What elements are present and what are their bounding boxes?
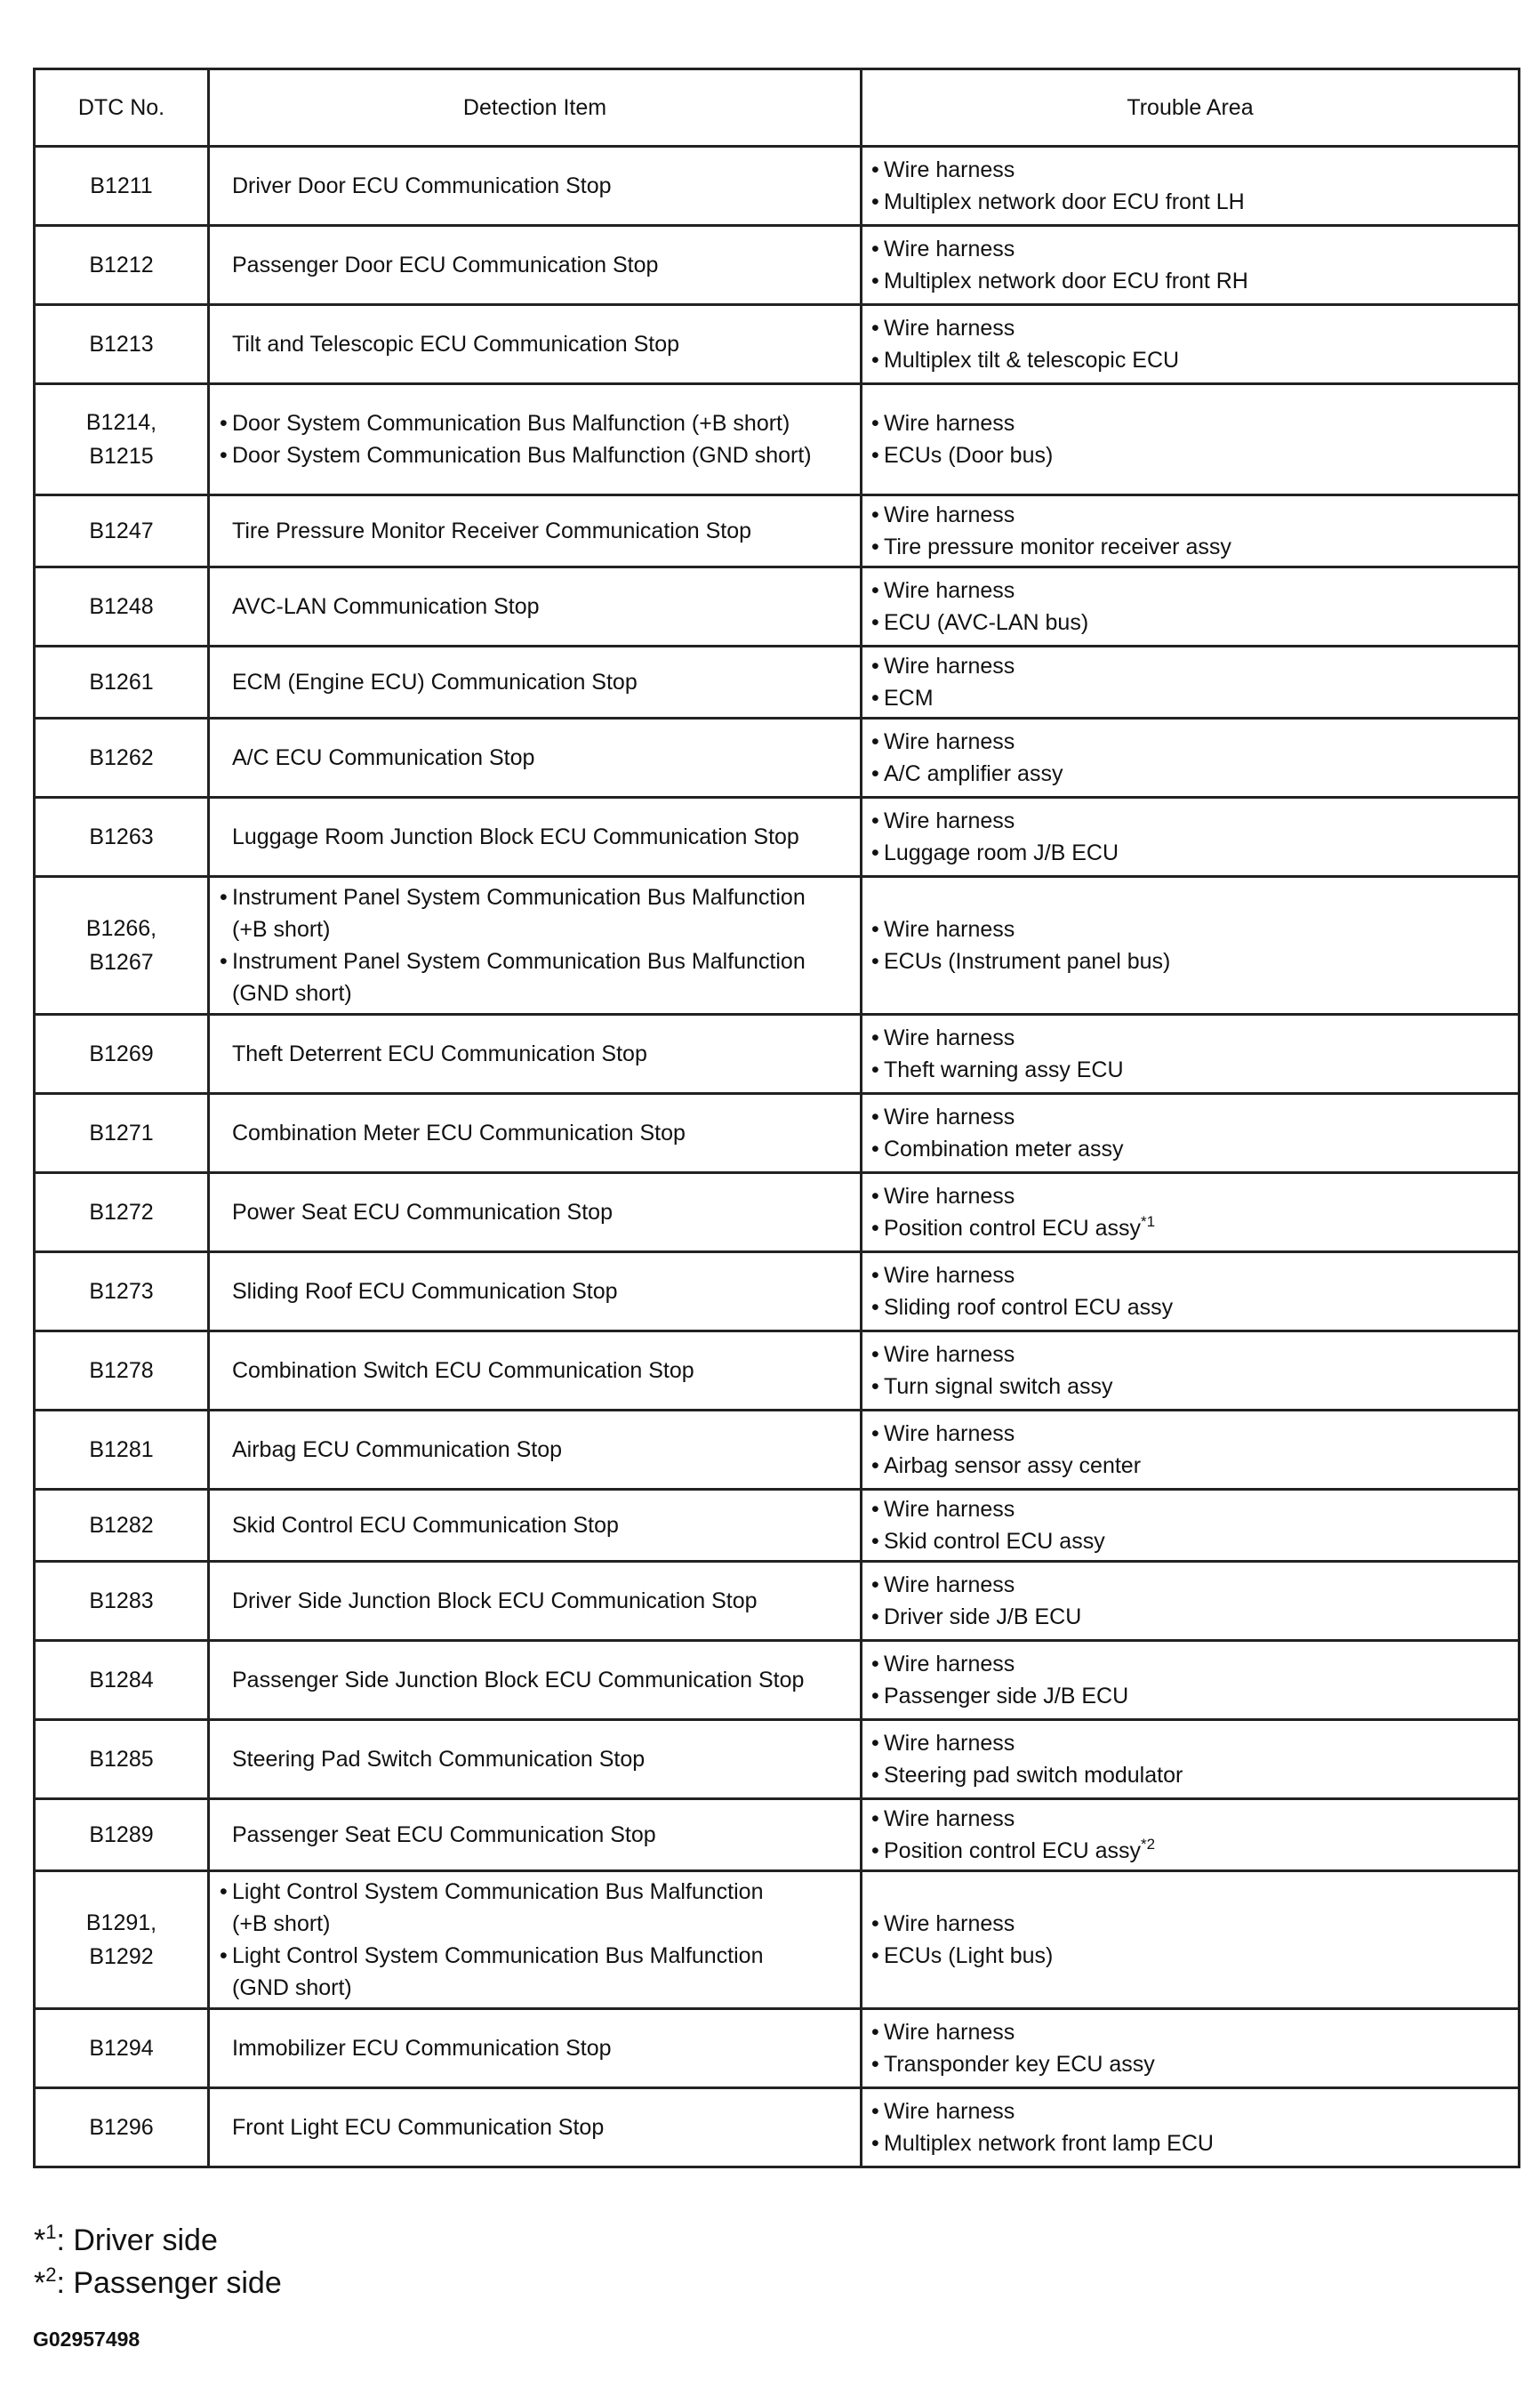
table-row [35, 2009, 1520, 2088]
trouble-text: Multiplex tilt & telescopic ECU [884, 348, 1180, 373]
trouble-text: ECUs (Instrument panel bus) [884, 949, 1171, 974]
table-row [35, 2088, 1520, 2167]
detection-cell [209, 1871, 862, 2009]
detection-line: Skid Control ECU Communication Stop [232, 1513, 619, 1538]
trouble-cell [862, 226, 1520, 305]
figure-id: G02957498 [33, 2328, 140, 2351]
detection-line: Immobilizer ECU Communication Stop [232, 2036, 612, 2061]
trouble-item [871, 805, 1518, 837]
trouble-item [871, 154, 1518, 186]
dtc-cell [35, 305, 209, 384]
detection-line: (GND short) [232, 1975, 352, 2000]
trouble-text: Wire harness [884, 1105, 1015, 1130]
trouble-cell [862, 1252, 1520, 1331]
trouble-item [871, 1569, 1518, 1601]
dtc-code: B1266, [85, 916, 157, 941]
detection-line: AVC-LAN Communication Stop [232, 594, 540, 619]
trouble-cell [862, 305, 1520, 384]
trouble-item [871, 1101, 1518, 1133]
detection-line: Driver Side Junction Block ECU Communication Stop [232, 1588, 758, 1613]
trouble-item [871, 682, 1518, 714]
trouble-cell [862, 567, 1520, 647]
trouble-text: Passenger side J/B ECU [884, 1684, 1129, 1709]
trouble-cell [862, 1173, 1520, 1252]
trouble-text: Wire harness [884, 578, 1015, 603]
trouble-item [871, 531, 1518, 563]
dtc-code: B1262 [89, 745, 154, 770]
footnote-ref: *1 [1141, 1212, 1156, 1230]
detection-cell [209, 567, 862, 647]
trouble-text: Transponder key ECU assy [884, 2052, 1155, 2077]
dtc-code: B1282 [89, 1513, 154, 1538]
trouble-text: Skid control ECU assy [884, 1529, 1105, 1554]
dtc-code: B1294 [89, 2036, 154, 2061]
trouble-item [871, 1180, 1518, 1212]
trouble-item [871, 607, 1518, 639]
trouble-item [871, 1418, 1518, 1450]
trouble-cell [862, 1094, 1520, 1173]
detection-cell [209, 2009, 862, 2088]
table-row [35, 384, 1520, 495]
table-row [35, 1720, 1520, 1799]
dtc-code: B1296 [89, 2115, 154, 2140]
trouble-text: Wire harness [884, 2099, 1015, 2124]
trouble-item [871, 407, 1518, 439]
dtc-code: B1247 [89, 519, 154, 543]
trouble-item [871, 233, 1518, 265]
dtc-code: B1263 [89, 824, 154, 849]
detection-cell [209, 1015, 862, 1094]
detection-line: Airbag ECU Communication Stop [232, 1437, 562, 1462]
trouble-text: Position control ECU assy [884, 1216, 1142, 1241]
trouble-text: Wire harness [884, 1184, 1015, 1209]
dtc-cell [35, 719, 209, 798]
table-row [35, 877, 1520, 1015]
trouble-text: Sliding roof control ECU assy [884, 1295, 1174, 1320]
dtc-code: B1211 [90, 173, 153, 198]
trouble-text: Wire harness [884, 1911, 1015, 1936]
detection-cell [209, 2088, 862, 2167]
detection-line: Tilt and Telescopic ECU Communication Stop [232, 332, 680, 357]
detection-line: Sliding Roof ECU Communication Stop [232, 1279, 618, 1304]
detection-line: Theft Deterrent ECU Communication Stop [232, 1041, 647, 1066]
dtc-cell [35, 1871, 209, 2009]
trouble-text: Wire harness [884, 1731, 1015, 1756]
trouble-item [871, 1259, 1518, 1291]
dtc-code: B1267 [89, 950, 154, 975]
dtc-cell [35, 495, 209, 567]
detection-line: A/C ECU Communication Stop [232, 745, 535, 770]
detection-cell [209, 1490, 862, 1562]
table-row [35, 1252, 1520, 1331]
trouble-text: Wire harness [884, 237, 1015, 261]
detection-line: Passenger Seat ECU Communication Stop [232, 1822, 656, 1847]
trouble-item [871, 1212, 1518, 1244]
trouble-item [871, 837, 1518, 869]
footnote-mark: * [34, 2223, 46, 2257]
trouble-item [871, 1601, 1518, 1633]
table-body [35, 147, 1520, 2167]
table-row [35, 495, 1520, 567]
trouble-item [871, 344, 1518, 376]
dtc-cell [35, 798, 209, 877]
trouble-item [871, 726, 1518, 758]
trouble-item [871, 499, 1518, 531]
dtc-cell [35, 647, 209, 719]
trouble-cell [862, 647, 1520, 719]
dtc-code: B1213 [89, 332, 154, 357]
table-row [35, 1094, 1520, 1173]
detection-cell [209, 1562, 862, 1641]
trouble-item [871, 1022, 1518, 1054]
trouble-cell [862, 1641, 1520, 1720]
trouble-text: ECUs (Light bus) [884, 1943, 1054, 1968]
detection-line: Steering Pad Switch Communication Stop [232, 1747, 646, 1772]
trouble-item [871, 439, 1518, 471]
dtc-cell [35, 1252, 209, 1331]
table-row [35, 147, 1520, 226]
trouble-text: Airbag sensor assy center [884, 1453, 1142, 1478]
detection-line: (GND short) [232, 981, 352, 1006]
footnote-text: : Passenger side [56, 2266, 282, 2300]
detection-line: Luggage Room Junction Block ECU Communication Stop [232, 824, 799, 849]
dtc-cell [35, 1411, 209, 1490]
dtc-cell [35, 877, 209, 1015]
detection-cell [209, 147, 862, 226]
detection-line: (+B short) [232, 1911, 331, 1936]
dtc-code: B1289 [89, 1822, 154, 1847]
trouble-item [871, 312, 1518, 344]
trouble-cell [862, 1562, 1520, 1641]
dtc-code: B1215 [89, 444, 154, 469]
trouble-text: Driver side J/B ECU [884, 1604, 1082, 1629]
trouble-item [871, 2048, 1518, 2080]
trouble-text: Turn signal switch assy [884, 1374, 1113, 1399]
detection-line: Passenger Side Junction Block ECU Communication Stop [232, 1668, 805, 1692]
trouble-text: Tire pressure monitor receiver assy [884, 535, 1231, 559]
dtc-code: B1214, [85, 410, 157, 435]
trouble-cell [862, 1411, 1520, 1490]
dtc-code: B1248 [89, 594, 154, 619]
dtc-cell [35, 1173, 209, 1252]
trouble-text: Wire harness [884, 1652, 1015, 1676]
trouble-cell [862, 719, 1520, 798]
trouble-text: Wire harness [884, 1421, 1015, 1446]
trouble-item [871, 1493, 1518, 1525]
dtc-cell [35, 2009, 209, 2088]
trouble-text: Wire harness [884, 1263, 1015, 1288]
trouble-item [871, 1371, 1518, 1403]
trouble-item [871, 758, 1518, 790]
trouble-cell [862, 384, 1520, 495]
table-row [35, 1641, 1520, 1720]
trouble-cell [862, 147, 1520, 226]
trouble-item [871, 2016, 1518, 2048]
trouble-text: ECUs (Door bus) [884, 443, 1054, 468]
footnote-2 [34, 2262, 282, 2304]
trouble-cell [862, 798, 1520, 877]
trouble-cell [862, 1490, 1520, 1562]
table-row [35, 305, 1520, 384]
dtc-code: B1272 [89, 1200, 154, 1225]
trouble-text: Wire harness [884, 1806, 1015, 1831]
dtc-code: B1284 [89, 1668, 154, 1692]
trouble-item [871, 186, 1518, 218]
detection-line: Driver Door ECU Communication Stop [232, 173, 612, 198]
trouble-item [871, 1940, 1518, 1972]
dtc-cell [35, 1094, 209, 1173]
detection-cell [209, 305, 862, 384]
trouble-item [871, 1908, 1518, 1940]
trouble-text: A/C amplifier assy [884, 761, 1063, 786]
table-row [35, 1331, 1520, 1411]
dtc-cell [35, 1331, 209, 1411]
trouble-text: Wire harness [884, 1572, 1015, 1597]
trouble-item [871, 265, 1518, 297]
trouble-item [871, 1835, 1518, 1867]
detection-line: ECM (Engine ECU) Communication Stop [232, 670, 638, 695]
trouble-item [871, 1054, 1518, 1086]
trouble-item [871, 1803, 1518, 1835]
dtc-code: B1285 [89, 1747, 154, 1772]
detection-line: Tire Pressure Monitor Receiver Communication Stop [232, 519, 752, 543]
footnote-number: 1 [45, 2220, 57, 2243]
dtc-cell [35, 1490, 209, 1562]
table-row [35, 1411, 1520, 1490]
table-row [35, 226, 1520, 305]
trouble-item [871, 1525, 1518, 1557]
trouble-cell [862, 1015, 1520, 1094]
header-row [35, 69, 1520, 147]
table-row [35, 1173, 1520, 1252]
trouble-item [871, 1291, 1518, 1323]
trouble-text: Luggage room J/B ECU [884, 840, 1119, 865]
dtc-code: B1278 [89, 1358, 154, 1383]
detection-cell [209, 495, 862, 567]
trouble-text: Multiplex network door ECU front RH [884, 269, 1248, 293]
detection-cell [209, 1331, 862, 1411]
trouble-text: Position control ECU assy [884, 1838, 1142, 1863]
detection-line: • Light Control System Communication Bus Malfunction [220, 1940, 860, 1972]
trouble-cell [862, 2088, 1520, 2167]
detection-cell [209, 719, 862, 798]
table-row [35, 798, 1520, 877]
dtc-cell [35, 1562, 209, 1641]
header-detection-item: Detection Item [209, 69, 862, 147]
trouble-text: Wire harness [884, 411, 1015, 436]
dtc-cell [35, 1720, 209, 1799]
detection-cell [209, 226, 862, 305]
dtc-code: B1212 [89, 253, 154, 277]
trouble-text: Wire harness [884, 1025, 1015, 1050]
detection-line: Front Light ECU Communication Stop [232, 2115, 605, 2140]
detection-cell [209, 1720, 862, 1799]
trouble-text: Multiplex network door ECU front LH [884, 189, 1245, 214]
trouble-item [871, 945, 1518, 977]
trouble-text: Wire harness [884, 654, 1015, 679]
detection-line: • Instrument Panel System Communication Bus Malfunction [220, 945, 860, 977]
trouble-cell [862, 877, 1520, 1015]
trouble-text: Wire harness [884, 917, 1015, 942]
trouble-text: Wire harness [884, 2020, 1015, 2045]
dtc-cell [35, 1015, 209, 1094]
detection-line: Passenger Door ECU Communication Stop [232, 253, 659, 277]
detection-line: • Instrument Panel System Communication Bus Malfunction [220, 881, 860, 913]
trouble-item [871, 913, 1518, 945]
dtc-code: B1283 [89, 1588, 154, 1613]
dtc-table [33, 68, 1520, 2168]
trouble-cell [862, 495, 1520, 567]
trouble-item [871, 575, 1518, 607]
trouble-text: Wire harness [884, 316, 1015, 341]
trouble-text: Combination meter assy [884, 1137, 1124, 1162]
footnote-text: : Driver side [56, 2223, 218, 2257]
trouble-item [871, 1450, 1518, 1482]
trouble-text: Steering pad switch modulator [884, 1763, 1183, 1788]
detection-cell [209, 877, 862, 1015]
trouble-text: Wire harness [884, 1497, 1015, 1522]
trouble-item [871, 1759, 1518, 1791]
detection-cell [209, 1094, 862, 1173]
trouble-item [871, 1339, 1518, 1371]
trouble-item [871, 1648, 1518, 1680]
dtc-code: B1291, [85, 1910, 157, 1935]
table-row [35, 1562, 1520, 1641]
dtc-cell [35, 147, 209, 226]
detection-line: Power Seat ECU Communication Stop [232, 1200, 613, 1225]
dtc-cell [35, 567, 209, 647]
trouble-item [871, 1680, 1518, 1712]
trouble-item [871, 650, 1518, 682]
trouble-text: ECM [884, 686, 934, 711]
trouble-item [871, 1727, 1518, 1759]
footnote-number: 2 [45, 2263, 57, 2286]
table-row [35, 647, 1520, 719]
trouble-cell [862, 1871, 1520, 2009]
dtc-code: B1273 [89, 1279, 154, 1304]
trouble-cell [862, 2009, 1520, 2088]
dtc-code: B1261 [89, 670, 154, 695]
dtc-code: B1292 [89, 1944, 154, 1969]
dtc-cell [35, 2088, 209, 2167]
detection-line: • Door System Communication Bus Malfunction (+B short) [220, 407, 860, 439]
footnote-ref: *2 [1141, 1835, 1156, 1853]
header-dtc-no: DTC No. [35, 69, 209, 147]
dtc-cell [35, 1799, 209, 1871]
detection-line: • Door System Communication Bus Malfunction (GND short) [220, 439, 860, 471]
trouble-text: ECU (AVC-LAN bus) [884, 610, 1089, 635]
trouble-text: Wire harness [884, 1342, 1015, 1367]
table-row [35, 1490, 1520, 1562]
trouble-item [871, 2127, 1518, 2159]
footnotes [34, 2219, 282, 2304]
detection-cell [209, 384, 862, 495]
footnote-1 [34, 2219, 282, 2262]
table-header [35, 69, 1520, 147]
trouble-item [871, 1133, 1518, 1165]
detection-cell [209, 1173, 862, 1252]
dtc-cell [35, 226, 209, 305]
table-row [35, 1015, 1520, 1094]
dtc-cell [35, 384, 209, 495]
table-row [35, 719, 1520, 798]
table-row [35, 1871, 1520, 2009]
detection-cell [209, 1799, 862, 1871]
table-row [35, 1799, 1520, 1871]
detection-line: (+B short) [232, 917, 331, 942]
header-trouble-area: Trouble Area [862, 69, 1520, 147]
trouble-cell [862, 1331, 1520, 1411]
detection-line: Combination Switch ECU Communication Stop [232, 1358, 694, 1383]
detection-cell [209, 1411, 862, 1490]
detection-line: • Light Control System Communication Bus Malfunction [220, 1876, 860, 1908]
detection-cell [209, 798, 862, 877]
dtc-code: B1281 [89, 1437, 154, 1462]
trouble-text: Theft warning assy ECU [884, 1057, 1124, 1082]
table-row [35, 567, 1520, 647]
detection-cell [209, 647, 862, 719]
detection-line: Combination Meter ECU Communication Stop [232, 1121, 686, 1146]
trouble-text: Wire harness [884, 729, 1015, 754]
trouble-text: Wire harness [884, 157, 1015, 182]
detection-cell [209, 1641, 862, 1720]
trouble-cell [862, 1799, 1520, 1871]
dtc-code: B1269 [89, 1041, 154, 1066]
trouble-text: Wire harness [884, 808, 1015, 833]
trouble-item [871, 2095, 1518, 2127]
dtc-cell [35, 1641, 209, 1720]
detection-cell [209, 1252, 862, 1331]
dtc-code: B1271 [89, 1121, 154, 1146]
trouble-cell [862, 1720, 1520, 1799]
trouble-text: Multiplex network front lamp ECU [884, 2131, 1214, 2156]
trouble-text: Wire harness [884, 503, 1015, 527]
footnote-mark: * [34, 2266, 46, 2300]
